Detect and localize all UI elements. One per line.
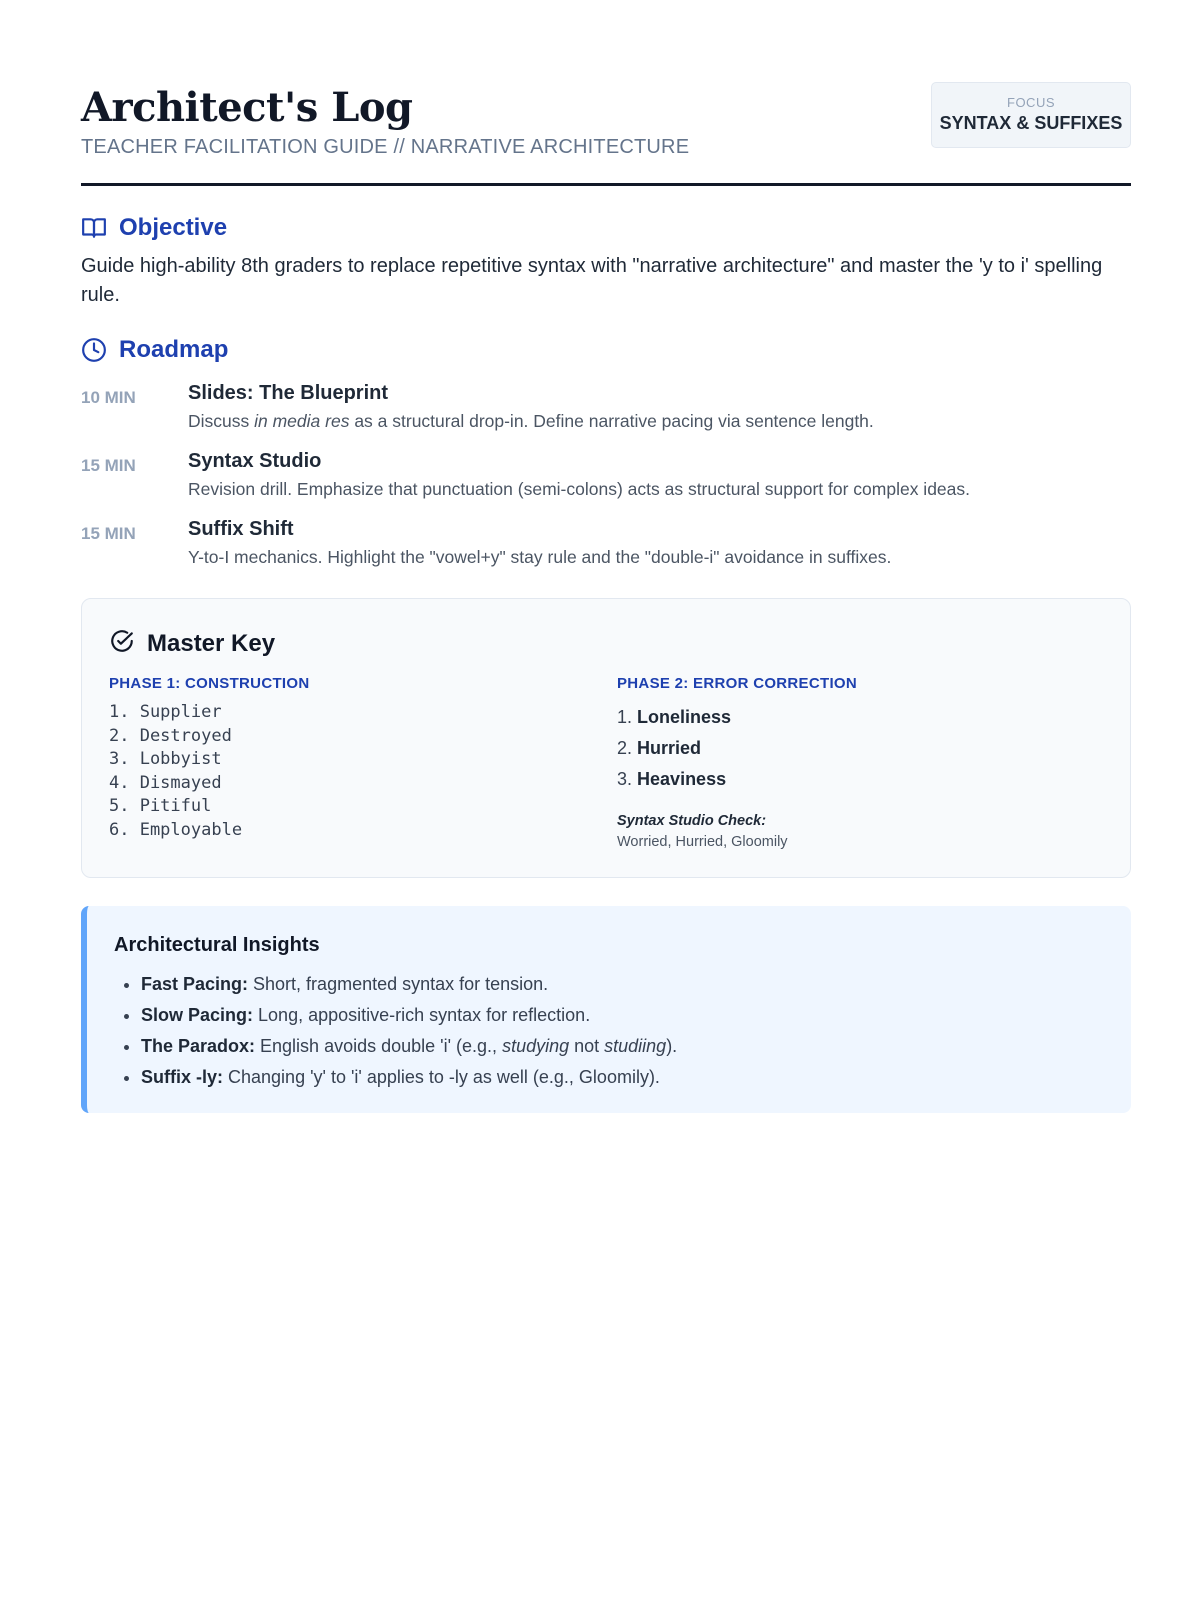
roadmap-item — [81, 382, 1131, 450]
book-icon — [81, 215, 107, 241]
insights-heading: Architectural Insights — [114, 934, 320, 956]
page-header — [81, 0, 1131, 186]
roadmap-time: 15 MIN — [81, 456, 136, 475]
list-item: • Fast Pacing: Short, fragmented syntax for tension. — [141, 969, 1131, 1000]
list-item: 3. Lobbyist — [109, 749, 222, 769]
insights-list — [114, 969, 1131, 1093]
roadmap-section — [81, 336, 1131, 586]
phase1-column — [109, 675, 309, 842]
list-item: 1. Supplier — [109, 702, 222, 722]
phase1-label: PHASE 1: CONSTRUCTION — [109, 675, 310, 692]
roadmap-heading: Roadmap — [119, 336, 229, 363]
objective-heading: Objective — [119, 214, 228, 241]
phase2-label: PHASE 2: ERROR CORRECTION — [617, 675, 858, 692]
focus-badge — [931, 82, 1131, 148]
focus-value: SYNTAX & SUFFIXES — [939, 113, 1123, 133]
list-item: 2. Destroyed — [109, 725, 232, 746]
roadmap-title: Slides: The Blueprint — [188, 382, 389, 404]
syntax-check-value: Worried, Hurried, Gloomily — [617, 834, 788, 850]
list-item: 6. Employable — [109, 819, 243, 840]
list-item: 4. Dismayed — [109, 772, 222, 793]
list-item: 3. Heaviness — [617, 769, 727, 789]
roadmap-time: 15 MIN — [81, 524, 136, 543]
phase1-list — [109, 701, 309, 842]
roadmap-desc: Y-to-I mechanics. Highlight the "vowel+y" stay rule and the "double-i" avoidance in suffixes. — [188, 547, 892, 567]
roadmap-item — [81, 518, 1131, 586]
list-item: • Suffix -ly: Changing 'y' to 'i' applies to -ly as well (e.g., Gloomily). — [141, 1062, 1131, 1093]
insights-callout — [81, 906, 1131, 1113]
roadmap-desc: Discuss in media res as a structural drop-in. Define narrative pacing via sentence length. — [188, 411, 874, 431]
master-key-card — [81, 598, 1131, 878]
objective-section — [81, 214, 1131, 310]
phase2-list — [617, 702, 857, 795]
list-item: • Slow Pacing: Long, appositive-rich syntax for reflection. — [141, 1000, 1131, 1031]
roadmap-title: Syntax Studio — [188, 450, 322, 472]
roadmap-time: 10 MIN — [81, 388, 136, 407]
list-item: 5. Pitiful — [109, 796, 212, 816]
facilitation-guide — [81, 0, 1131, 1087]
list-item: • The Paradox: English avoids double 'i' (e.g., studying not studiing). — [141, 1031, 1131, 1062]
roadmap-title: Suffix Shift — [188, 518, 294, 540]
page-subtitle: TEACHER FACILITATION GUIDE // NARRATIVE ARCHITECTURE — [81, 136, 690, 158]
roadmap-desc: Revision drill. Emphasize that punctuation (semi-colons) acts as structural support for complex ideas. — [188, 479, 971, 499]
focus-label: FOCUS — [1007, 95, 1055, 110]
roadmap-item — [81, 450, 1131, 518]
master-key-heading: Master Key — [147, 629, 276, 657]
syntax-check-label: Syntax Studio Check: — [617, 813, 767, 829]
list-item: 2. Hurried — [617, 738, 702, 758]
page-title: Architect's Log — [81, 84, 413, 131]
objective-text: Guide high-ability 8th graders to replace repetitive syntax with "narrative architecture" and master the 'y to i' spelling rule. — [81, 255, 1103, 306]
list-item: 1. Loneliness — [617, 707, 732, 727]
clock-icon — [81, 337, 107, 363]
check-circle-icon — [109, 628, 135, 659]
phase2-column — [617, 675, 857, 850]
